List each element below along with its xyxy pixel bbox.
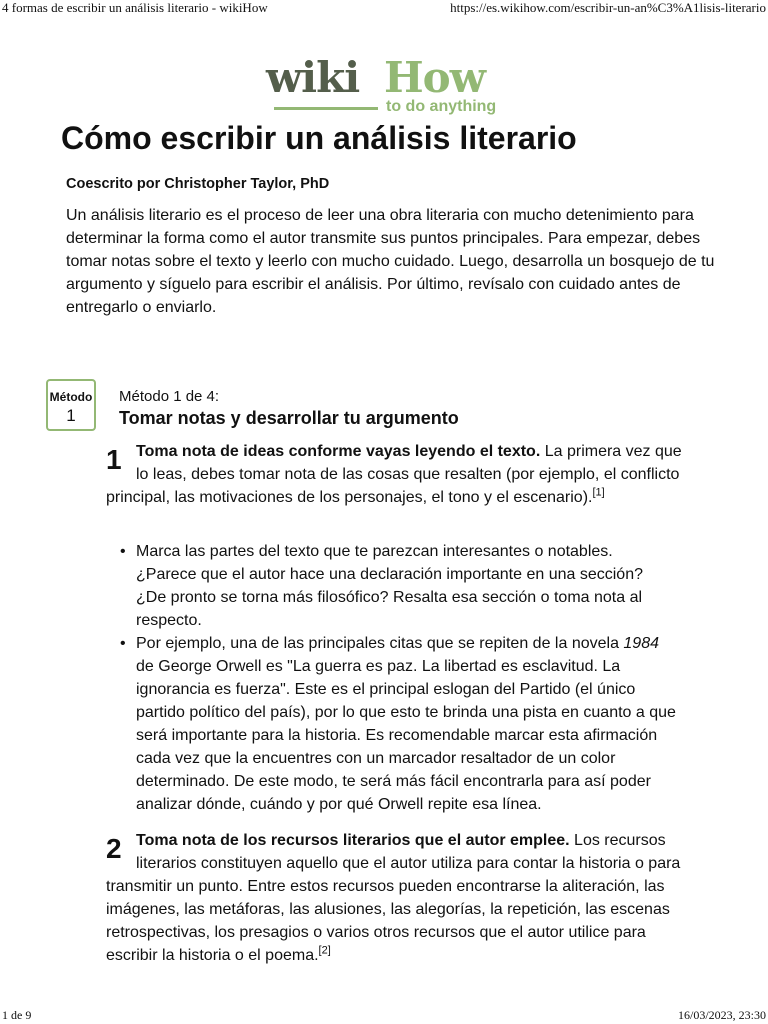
book-title: 1984 [623,635,659,652]
page-indicator: 1 de 9 [2,1008,32,1022]
step-1 [106,440,686,509]
page-url[interactable]: https://es.wikihow.com/escribir-un-an%C3%A1lisis-literario [450,0,766,15]
method-subtitle: Método 1 de 4: [119,388,220,405]
step-1-bullets [116,540,676,816]
list-item [116,540,676,632]
step-body: Los recursos literarios constituyen aquello que el autor utiliza para contar la historia o para transmitir un punto. Entre estos recursos pueden encontrarse la aliteración, las imágenes, las metáforas, las alusiones, las alegorías, la repetición, las escenas retrospectivas, los presagios o varios otros recursos que el autor utilice para escribir la historia o el poema. [106,832,681,964]
bullet-text: Por ejemplo, una de las principales citas que se repiten de la novela [136,635,624,652]
author-byline[interactable]: Coescrito por Christopher Taylor, PhD [66,176,330,192]
step-heading: Toma nota de los recursos literarios que el autor emplee. [136,832,570,849]
reference-link[interactable]: [1] [592,486,605,499]
step-number: 1 [106,444,122,475]
page-title: Cómo escribir un análisis literario [61,120,577,156]
method-title: Tomar notas y desarrollar tu argumento [119,408,459,428]
method-badge [46,379,96,431]
method-badge-label: Método [49,390,93,404]
browser-tab-title: 4 formas de escribir un análisis literario - wikiHow [2,0,268,15]
method-badge-number: 1 [66,406,76,425]
reference-link[interactable]: [2] [318,944,331,957]
step-number: 2 [106,833,122,864]
bullet-text: de George Orwell es "La guerra es paz. La libertad es esclavitud. La ignorancia es fuerza". Este es el principal eslogan del Partido (el único partido político del país), por lo que esto te brinda una pista en cuanto a que será importante para la historia. Es recomendable marcar esta afirmación cada vez que la encuentres con un marcador resaltador de un color determinado. De este modo, te será más fácil encontrarla para así poder analizar dónde, cuándo y por qué Orwell repite esa línea. [136,658,676,813]
article-intro: Un análisis literario es el proceso de leer una obra literaria con mucho detenimiento para determinar la forma como el autor transmite sus puntos principales. Para empezar, debes tomar notas sobre el texto y leerlo con mucho cuidado. Luego, desarrolla un bosquejo de tu argumento y síguelo para escribir el análisis. Por último, revísalo con cuidado antes de entregarlo o enviarlo. [66,207,715,316]
logo-underline [274,107,378,110]
step-body: La primera vez que lo leas, debes tomar nota de las cosas que resalten (por ejemplo, el conflicto principal, las motivaciones de los personajes, el tono y el escenario). [106,443,682,506]
step-heading: Toma nota de ideas conforme vayas leyendo el texto. [136,443,541,460]
step-2 [106,829,686,967]
logo-wiki-text: wiki [266,53,360,102]
list-item [116,632,676,816]
logo-how-text: How [384,53,485,102]
print-datetime: 16/03/2023, 23:30 [677,1008,766,1022]
wikihow-logo[interactable] [266,54,506,116]
bullet-text: Marca las partes del texto que te parezcan interesantes o notables. ¿Parece que el autor hace una declaración importante en una sección? ¿De pronto se torna más filosófico? Resalta esa sección o toma nota al respecto. [136,543,643,629]
logo-tagline: to do anything [386,98,497,115]
